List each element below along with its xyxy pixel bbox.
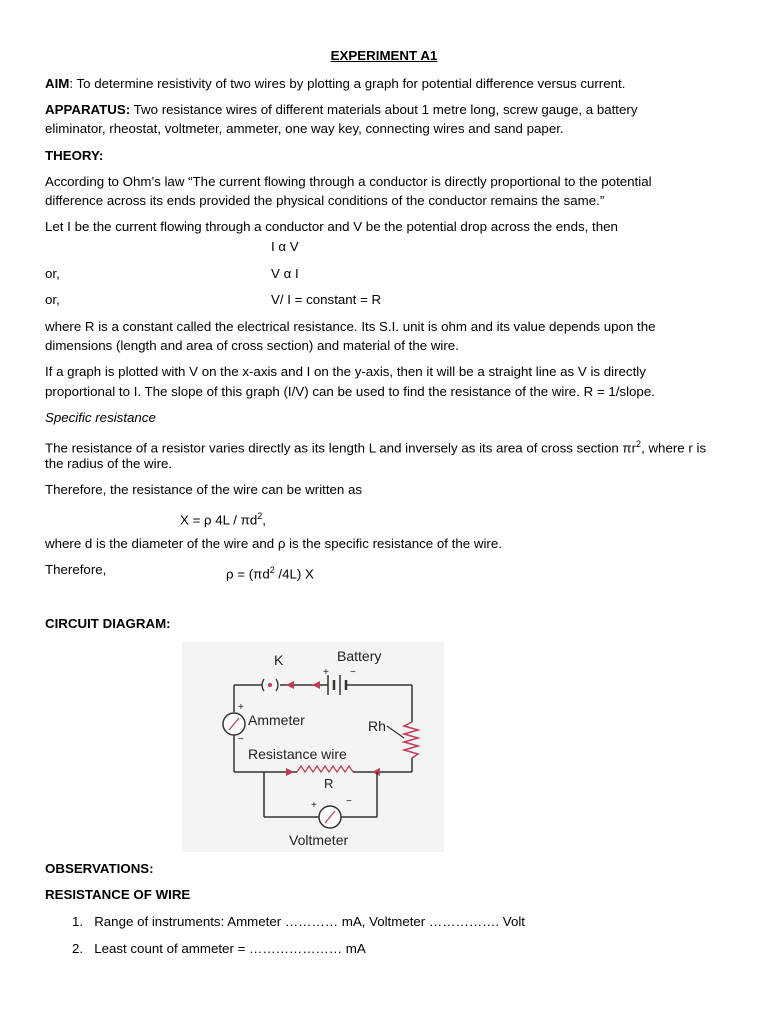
- circuit-diagram: [182, 642, 444, 852]
- rheostat-label: Rh: [368, 718, 386, 734]
- apparatus-line-1: [45, 101, 637, 119]
- specific-resistance-heading: Specific resistance: [45, 410, 156, 425]
- resistor-r-label: R: [324, 776, 334, 791]
- battery-plus: +: [323, 667, 329, 678]
- or-label-1: or,: [45, 266, 60, 281]
- ohm-law-line-2: difference across its ends provided the physical conditions of the conductor remains the same.”: [45, 193, 605, 208]
- apparatus-text-1: Two resistance wires of different materials about 1 metre long, screw gauge, a battery: [130, 102, 638, 117]
- resistance-text-b: , where r is: [641, 440, 707, 456]
- experiment-title: EXPERIMENT A1: [330, 48, 438, 63]
- where-line-1: where R is a constant called the electrical resistance. Its S.I. unit is ohm and its value depends upon the: [45, 319, 656, 334]
- item-2-number: 2.: [72, 941, 84, 956]
- therefore-line-1: Therefore, the resistance of the wire can be written as: [45, 482, 363, 497]
- equation-4: [180, 507, 266, 529]
- where-line-3: where d is the diameter of the wire and ρ is the specific resistance of the wire.: [45, 536, 502, 551]
- or-label-2: or,: [45, 292, 60, 307]
- equation-1: I α V: [271, 239, 299, 254]
- ammeter-plus: +: [238, 702, 244, 713]
- let-line: Let I be the current flowing through a conductor and V be the potential drop across the ends, then: [45, 219, 618, 234]
- equation-4-a: X = ρ 4L / πd: [180, 512, 258, 528]
- resistance-text-a: The resistance of a resistor varies directly as its length L and inversely as its area of cross section πr: [45, 440, 637, 456]
- resistance-wire-label: Resistance wire: [248, 746, 347, 762]
- apparatus-label: APPARATUS:: [45, 102, 131, 117]
- ammeter-label: Ammeter: [248, 712, 305, 728]
- voltmeter-plus: +: [311, 800, 317, 811]
- circuit-diagram-label: CIRCUIT DIAGRAM:: [45, 616, 171, 631]
- equation-4-sup: 2: [257, 511, 263, 521]
- equation-5-sup: 2: [269, 565, 275, 575]
- voltmeter-label: Voltmeter: [289, 832, 349, 848]
- equation-3: V/ I = constant = R: [271, 292, 382, 307]
- equation-4-b: ,: [262, 512, 266, 528]
- observation-item-2: [72, 940, 366, 958]
- equation-5-a: ρ = (πd: [226, 566, 270, 582]
- superscript-2: 2: [636, 439, 642, 449]
- resistance-line-2: the radius of the wire.: [45, 456, 173, 471]
- equation-5-b: /4L) X: [274, 566, 314, 582]
- graph-line-2: proportional to I. The slope of this graph (I/V) can be used to find the resistance of the wire. R = 1/slope.: [45, 384, 655, 399]
- aim-label: AIM: [45, 76, 70, 91]
- where-line-2: dimensions (length and area of cross section) and material of the wire.: [45, 338, 459, 353]
- observations-label: OBSERVATIONS:: [45, 861, 154, 876]
- theory-label: THEORY:: [45, 148, 104, 163]
- aim-text: : To determine resistivity of two wires by plotting a graph for potential difference versus current.: [69, 76, 626, 91]
- ammeter-minus: −: [238, 734, 244, 745]
- battery-minus: −: [350, 667, 356, 678]
- item-2-text: Least count of ammeter = ………………… mA: [94, 941, 366, 956]
- apparatus-line-2: eliminator, rheostat, voltmeter, ammeter, one way key, connecting wires and sand paper.: [45, 121, 564, 136]
- observation-item-1: [72, 913, 525, 931]
- equation-2: V α I: [271, 266, 299, 281]
- item-1-text: Range of instruments: Ammeter ………… mA, Voltmeter ……………. Volt: [94, 914, 525, 929]
- voltmeter-minus: −: [346, 796, 352, 807]
- item-1-number: 1.: [72, 914, 84, 929]
- key-label: K: [274, 652, 284, 668]
- therefore-label-2: Therefore,: [45, 562, 107, 577]
- equation-5: [226, 561, 314, 583]
- battery-label: Battery: [337, 648, 382, 664]
- aim-paragraph: [45, 75, 625, 93]
- graph-line-1: If a graph is plotted with V on the x-axis and I on the y-axis, then it will be a straight line as V is directly: [45, 364, 646, 379]
- ohm-law-line-1: According to Ohm’s law “The current flowing through a conductor is directly proportional to the potential: [45, 174, 652, 189]
- resistance-of-wire-label: RESISTANCE OF WIRE: [45, 887, 191, 902]
